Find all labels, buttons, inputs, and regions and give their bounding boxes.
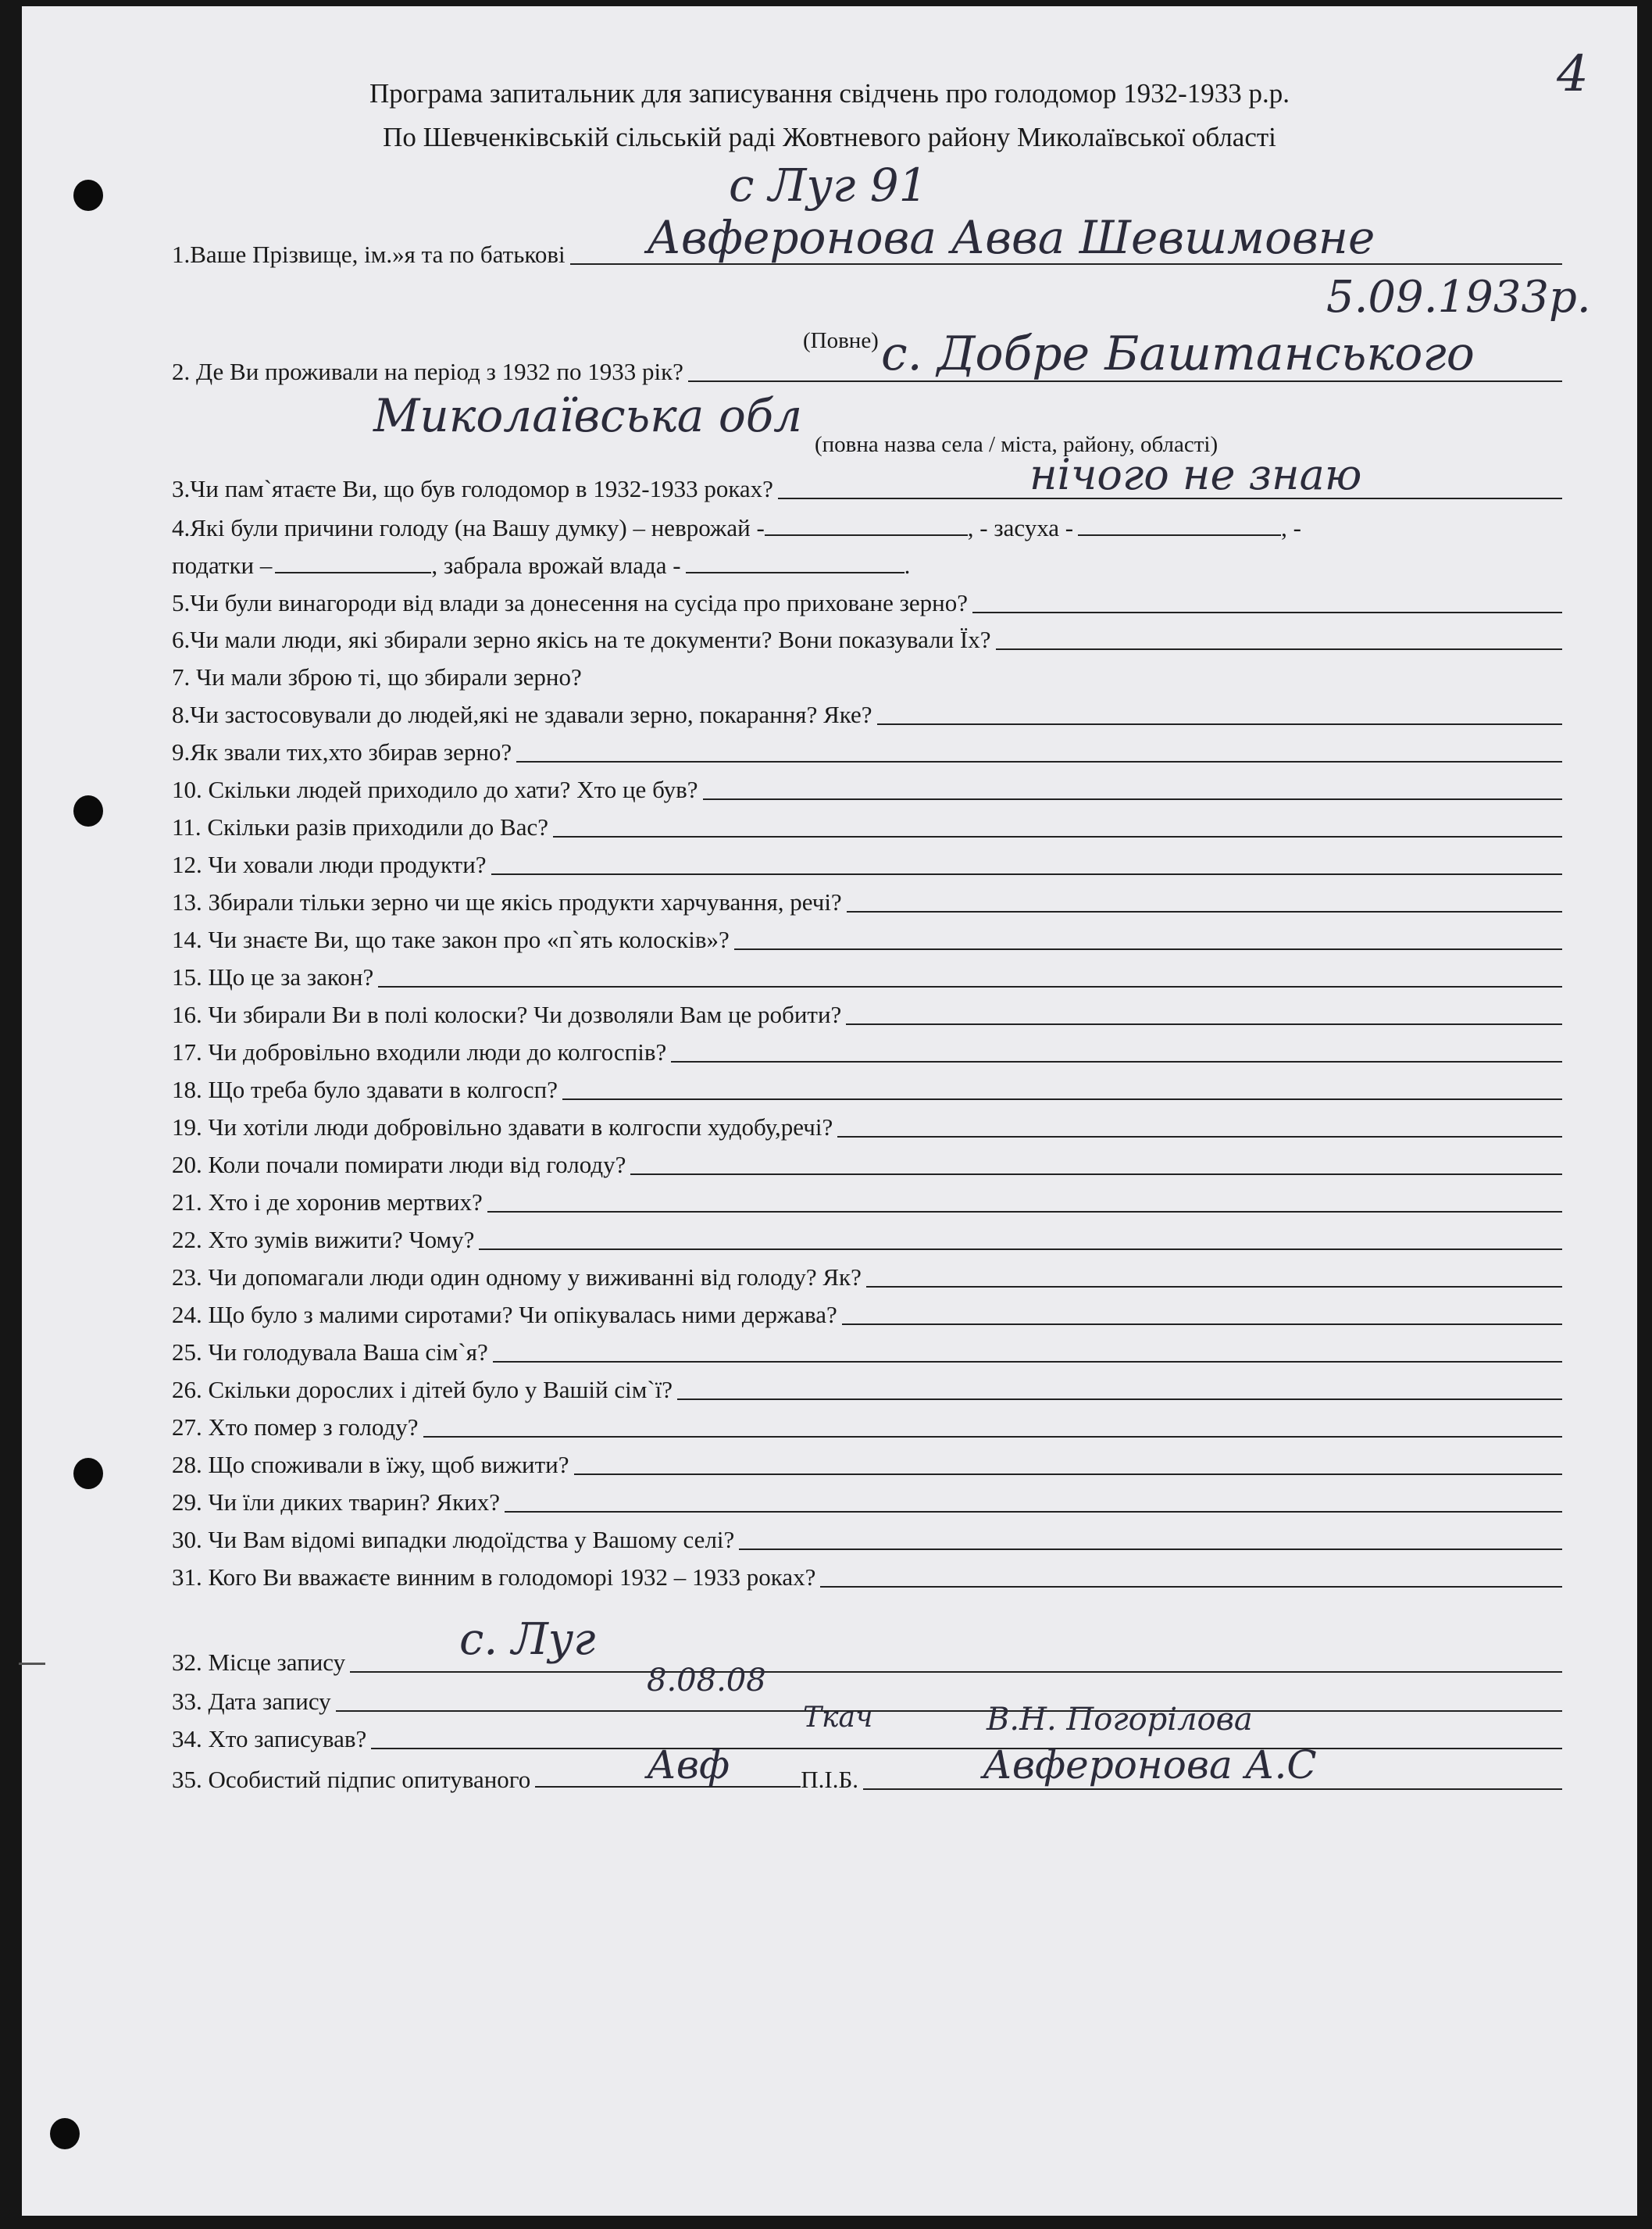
question-25 — [172, 1338, 1562, 1366]
document-page — [22, 6, 1637, 2216]
q35-name: Авферонова А.С — [983, 1742, 1317, 1788]
question-23 — [172, 1263, 1562, 1291]
question-28 — [172, 1451, 1562, 1479]
page-number: 4 — [1557, 45, 1589, 103]
question-label: 21. Хто і де хоронив мертвих? — [172, 1188, 483, 1216]
question-32 — [172, 1649, 1562, 1677]
question-label: 10. Скільки людей приходило до хати? Хто це був? — [172, 776, 698, 803]
question-10 — [172, 776, 1562, 804]
answer-line — [972, 612, 1562, 613]
question-label: 29. Чи їли диких тварин? Яких? — [172, 1488, 500, 1516]
question-label: 26. Скільки дорослих і дітей було у Вашій сім`ї? — [172, 1376, 673, 1403]
margin-mark — [19, 1663, 45, 1665]
question-label: 33. Дата запису — [172, 1688, 331, 1715]
question-11 — [172, 813, 1562, 841]
q34-answer: В.Н. Погорілова — [987, 1702, 1253, 1738]
question-30 — [172, 1526, 1562, 1554]
question-26 — [172, 1376, 1562, 1404]
question-7 — [172, 663, 1562, 691]
question-19 — [172, 1113, 1562, 1141]
q1-answer: Авферонова Авва Шевшмовне — [647, 211, 1375, 264]
question-31 — [172, 1563, 1562, 1591]
q2-answer-line2: Миколаївська обл — [373, 389, 803, 442]
pib-label: П.І.Б. — [801, 1766, 859, 1793]
question-1-label: 1.Ваше Прізвище, ім.»я та по батькові — [172, 241, 566, 268]
question-15 — [172, 963, 1562, 991]
question-2-label: 2. Де Ви проживали на період з 1932 по 1933 рік? — [172, 358, 683, 385]
question-4: 4.Які були причини голоду (на Вашу думку) – неврожай - , - засуха - , - — [172, 514, 1301, 541]
name-line — [863, 1788, 1562, 1790]
question-label: 31. Кого Ви вважаєте винним в голодоморі 1932 – 1933 роках? — [172, 1563, 816, 1591]
q4-zasukha-label: , - засуха - — [967, 514, 1074, 541]
question-20 — [172, 1151, 1562, 1179]
question-27 — [172, 1413, 1562, 1441]
answer-line — [275, 572, 431, 573]
answer-line — [739, 1549, 1562, 1550]
question-label: 25. Чи голодувала Ваша сім`я? — [172, 1338, 488, 1366]
question-3-label: 3.Чи пам`ятаєте Ви, що був голодомор в 1932-1933 роках? — [172, 475, 773, 502]
answer-line — [487, 1211, 1562, 1213]
question-4-label: 4.Які були причини голоду (на Вашу думку) – неврожай - — [172, 514, 765, 541]
punch-hole — [73, 180, 103, 211]
question-label: 34. Хто записував? — [172, 1725, 367, 1752]
answer-line — [846, 1023, 1562, 1025]
answer-line — [820, 1586, 1562, 1588]
answer-line — [371, 1748, 1562, 1749]
question-label: 35. Особистий підпис опитуваного — [172, 1766, 531, 1793]
answer-line — [765, 534, 968, 536]
birth-date: 5.09.1933р. — [1326, 272, 1591, 323]
question-18 — [172, 1076, 1562, 1104]
answer-line — [493, 1361, 1562, 1363]
question-label: 14. Чи знаєте Ви, що таке закон про «п`ять колосків»? — [172, 926, 730, 953]
answer-line — [479, 1248, 1562, 1250]
question-label: 30. Чи Вам відомі випадки людоїдства у Вашому селі? — [172, 1526, 735, 1553]
question-label: 22. Хто зумів вижити? Чому? — [172, 1226, 475, 1253]
question-label: 23. Чи допомагали люди один одному у виживанні від голоду? Як? — [172, 1263, 862, 1291]
answer-line — [562, 1098, 1562, 1100]
answer-line — [842, 1323, 1562, 1325]
question-label: 32. Місце запису — [172, 1649, 346, 1676]
answer-line — [703, 798, 1562, 800]
q3-answer: нічого не знаю — [1029, 450, 1362, 499]
header-note: с Луг 91 — [729, 159, 928, 212]
question-label: 13. Збирали тільки зерно чи ще якісь продукти харчування, речі? — [172, 888, 842, 916]
answer-line — [686, 572, 904, 573]
question-label: 9.Як звали тих,хто збирав зерно? — [172, 738, 512, 766]
q4-zabrala-label: , забрала врожай влада - — [431, 552, 681, 579]
q33-answer: 8.08.08 — [647, 1663, 766, 1699]
answer-line — [516, 761, 1562, 763]
q32-answer: с. Луг — [459, 1614, 596, 1665]
question-14 — [172, 926, 1562, 954]
place-hint: (повна назва села / міста, району, області) — [815, 432, 1218, 457]
question-22 — [172, 1226, 1562, 1254]
document-subtitle: По Шевченківській сільській раді Жовтневого району Миколаївської області — [383, 122, 1276, 152]
answer-line — [491, 873, 1562, 875]
answer-line — [505, 1511, 1562, 1513]
question-label: 17. Чи добровільно входили люди до колгоспів? — [172, 1038, 667, 1066]
question-label: 16. Чи збирали Ви в полі колоски? Чи дозволяли Вам це робити? — [172, 1001, 842, 1028]
punch-hole — [73, 1458, 103, 1489]
question-label: 5.Чи були винагороди від влади за донесення на сусіда про приховане зерно? — [172, 589, 968, 616]
question-label: 20. Коли почали помирати люди від голоду? — [172, 1151, 626, 1178]
q2-answer: с. Добре Баштанського — [881, 327, 1475, 381]
answer-line — [866, 1286, 1562, 1288]
question-6 — [172, 626, 1562, 654]
question-label: 11. Скільки разів приходили до Вас? — [172, 813, 548, 841]
povne-label: (Повне) — [803, 328, 879, 353]
question-label: 24. Що було з малими сиротами? Чи опікувалась ними держава? — [172, 1301, 837, 1328]
answer-line — [630, 1173, 1562, 1175]
question-label: 27. Хто помер з голоду? — [172, 1413, 419, 1441]
punch-hole — [73, 795, 103, 827]
question-4-cont: податки – , забрала врожай влада - . — [172, 552, 911, 579]
answer-line — [423, 1436, 1562, 1438]
answer-line — [553, 836, 1562, 838]
answer-line — [350, 1671, 1562, 1673]
punch-hole — [50, 2118, 80, 2149]
answer-line — [996, 648, 1562, 650]
question-label: 12. Чи ховали люди продукти? — [172, 851, 487, 878]
answer-line — [378, 986, 1562, 988]
answer-line — [837, 1136, 1562, 1138]
answer-line — [1078, 534, 1281, 536]
answer-line — [671, 1061, 1562, 1063]
question-label: 15. Що це за закон? — [172, 963, 374, 991]
answer-line — [677, 1398, 1562, 1400]
question-label: 7. Чи мали зброю ті, що збирали зерно? — [172, 663, 582, 691]
question-24 — [172, 1301, 1562, 1329]
answer-line — [336, 1710, 1562, 1712]
question-label: 19. Чи хотіли люди добровільно здавати в колгоспи худобу,речі? — [172, 1113, 833, 1141]
question-29 — [172, 1488, 1562, 1516]
answer-line — [877, 723, 1562, 725]
q34-signature: Ткач — [803, 1702, 873, 1734]
question-35 — [172, 1766, 1562, 1794]
document-title: Програма запитальник для записування свідчень про голодомор 1932-1933 р.р. — [369, 78, 1290, 109]
answer-line — [574, 1473, 1562, 1475]
q4-podatky-label: податки – — [172, 552, 273, 579]
answer-line — [847, 911, 1562, 913]
question-17 — [172, 1038, 1562, 1066]
question-8 — [172, 701, 1562, 729]
question-label: 8.Чи застосовували до людей,які не здавали зерно, покарання? Яке? — [172, 701, 872, 728]
answer-line — [734, 948, 1562, 950]
question-13 — [172, 888, 1562, 916]
question-label: 6.Чи мали люди, які збирали зерно якісь на те документи? Вони показували Їх? — [172, 626, 991, 653]
q35-signature: Авф — [647, 1742, 730, 1788]
question-21 — [172, 1188, 1562, 1216]
question-9 — [172, 738, 1562, 766]
question-5 — [172, 589, 1562, 617]
question-label: 28. Що споживали в їжу, щоб вижити? — [172, 1451, 569, 1478]
question-16 — [172, 1001, 1562, 1029]
question-12 — [172, 851, 1562, 879]
question-label: 18. Що треба було здавати в колгосп? — [172, 1076, 558, 1103]
